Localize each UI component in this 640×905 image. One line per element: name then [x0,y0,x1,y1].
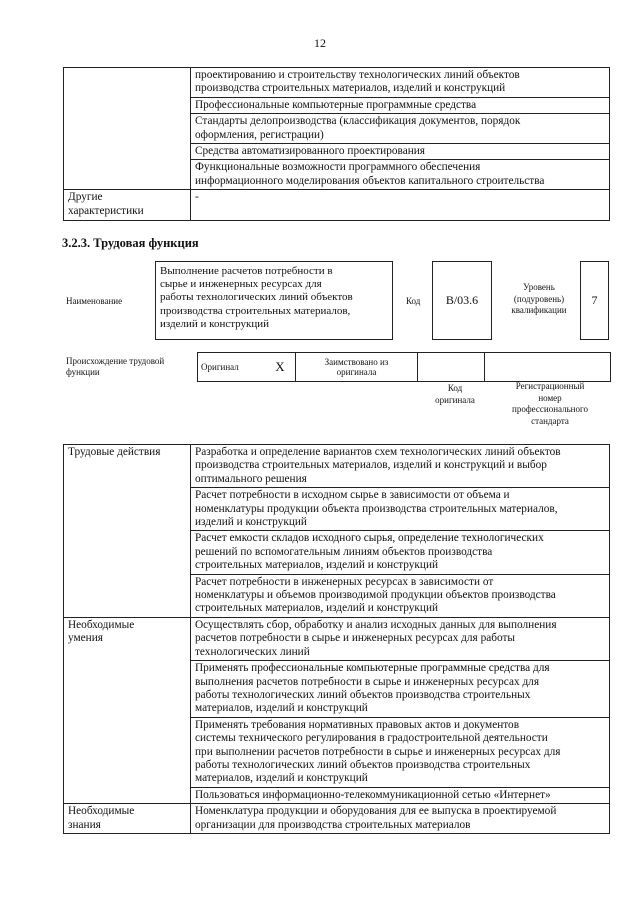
text-line: проектированию и строительству технологических линий объектов [195,69,520,81]
registration-number-caption: Регистрационный номер профессионального стандарта [512,381,588,426]
code-label: Код [406,296,421,306]
skill-item: Пользоваться информационно-телекоммуникационной сетью «Интернет» [191,787,610,803]
origin-label: Происхождение трудовой функции [66,356,165,377]
knowledge-item [191,68,610,98]
other-characteristics-label: Другие характеристики [64,190,191,221]
skills-label: Необходимые умения [64,617,191,803]
labor-action-item: Разработка и определение вариантов схем технологических линий объектов производства строительных материалов, изделий и конструкций и выбор оптимального решения [191,445,610,488]
other-characteristics-value: - [191,190,610,221]
text-line: информационного моделирования объектов капитального строительства [195,174,545,187]
text-line: Стандарты делопроизводства (классификация документов, порядок [195,115,521,128]
labor-action-item: Расчет емкости складов исходного сырья, определение технологических решений по вспомогательным линиям объектов производства строительных материалов, изделий и конструкций [191,531,610,574]
text-line: Средства автоматизированного проектирования [195,145,426,158]
labor-actions-label: Трудовые действия [64,445,191,618]
labor-action-item: Расчет потребности в инженерных ресурсах в зависимости от номенклатуры и объемов производимой продукции объектов производства строительных материалов, изделий и конструкций [191,574,610,617]
function-name-line: работы технологических линий объектов [160,291,353,304]
origin-code-cell [418,353,485,382]
knowledge-item [191,97,610,113]
knowledge-item [191,160,610,190]
function-name-line: изделий и конструкций [160,317,270,330]
labor-action-item: Расчет потребности в исходном сырье в зависимости от объема и номенклатуры продукции объекта производства строительных материалов, изделий и конструкций [191,488,610,531]
qualification-level-label: Уровень (подуровень) квалификации [511,282,567,315]
registration-number-cell [485,353,611,382]
knowledge-item [191,114,610,144]
function-code-box: B/03.6 [432,261,492,340]
skill-item: Применять требования нормативных правовых актов и документов системы технического регулирования в градостроительной деятельности при выполнении расчетов потребности в сырье и инженерных ресурсах для работы технологических линий объектов производства строительных материалов, изделий и конструкций [191,717,610,787]
section-title: 3.2.3. Трудовая функция [62,236,199,250]
function-name-line: производства строительных материалов, [160,304,351,317]
knowledge-label-cell [64,68,191,190]
knowledge-continuation-table [63,67,610,221]
text-line: производства строительных материалов, изделий и конструкций [195,82,506,95]
name-label: Наименование [66,296,123,306]
knowledge-label: Необходимые знания [64,804,191,834]
function-name-line: сырье и инженерных ресурсах для [160,278,322,291]
text-line: оформления, регистрации) [195,128,324,141]
text-line: Профессиональные компьютерные программные средства [195,98,477,111]
qualification-level-box: 7 [580,261,609,340]
text-line: Функциональные возможности программного обеспечения [195,161,481,174]
skill-item: Применять профессиональные компьютерные программные средства для выполнения расчетов потребности в сырье и инженерных ресурсах для работы технологических линий объектов производства строительных материалов, изделий и конструкций [191,661,610,718]
code-original-caption: Код оригинала [435,383,475,405]
origin-table [197,352,611,382]
function-name-line: Выполнение расчетов потребности в [160,265,333,277]
knowledge-item: Номенклатура продукции и оборудования для ее выпуска в проектируемой организации для производства строительных материалов [191,804,610,834]
borrowed-label: Заимствовано из оригинала [296,353,418,382]
skill-item: Осуществлять сбор, обработку и анализ исходных данных для выполнения расчетов потребности в сырье и инженерных ресурсах для работы технологических линий [191,617,610,660]
knowledge-item [191,144,610,160]
page-number: 12 [314,36,326,50]
function-name-box [155,261,393,340]
original-label: Оригинал [198,353,266,382]
labor-function-table [63,444,610,834]
original-mark: X [265,353,296,382]
